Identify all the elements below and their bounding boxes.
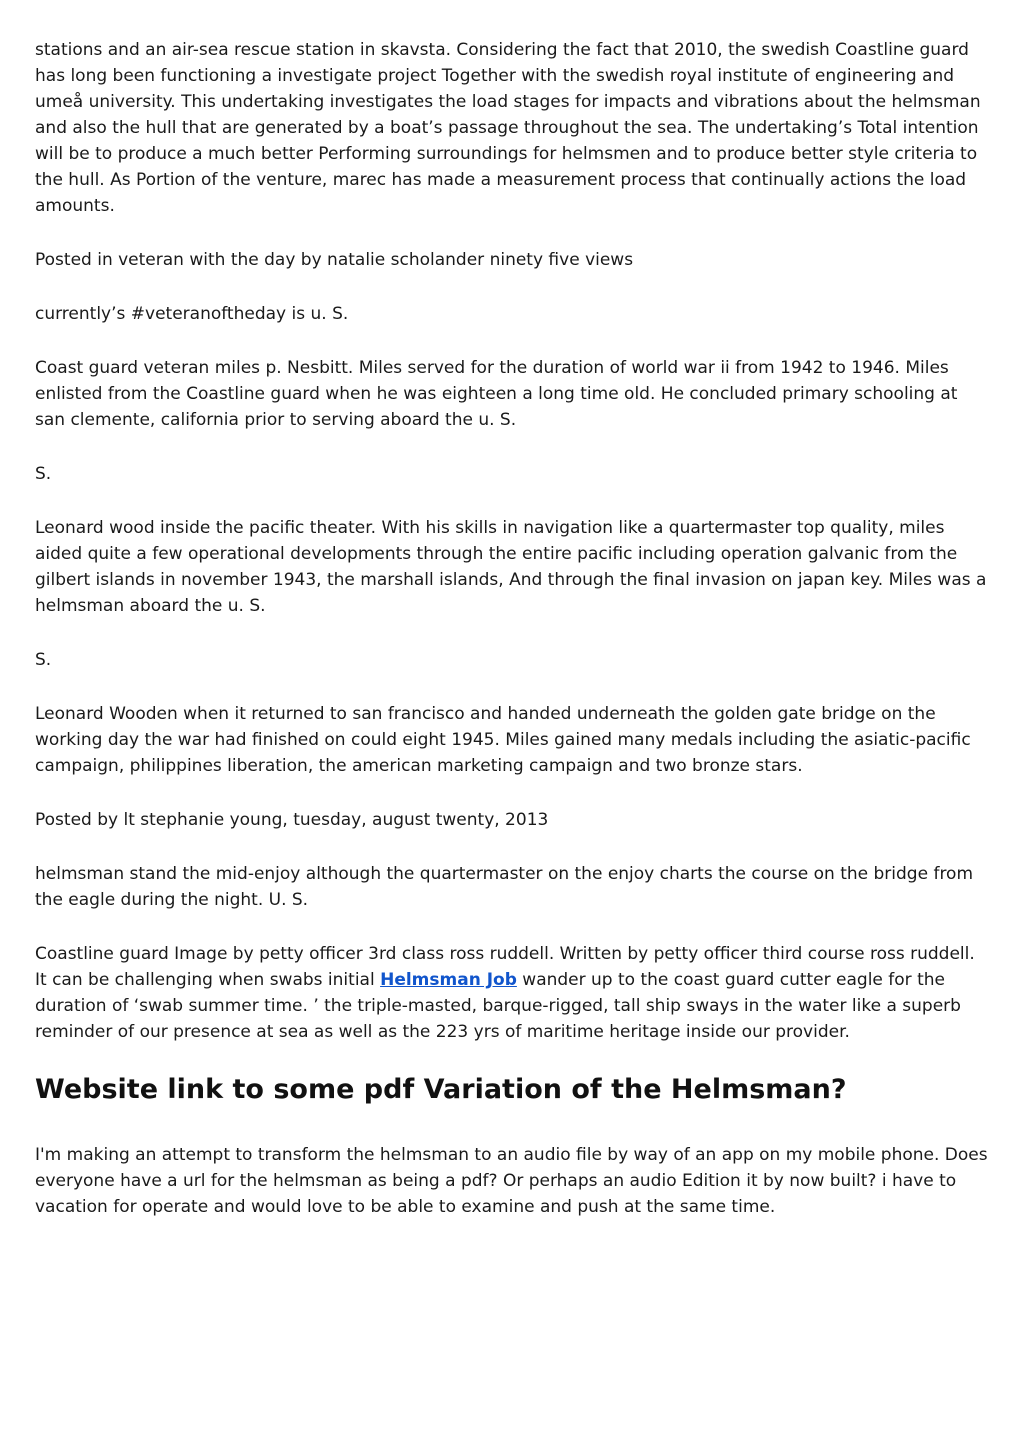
paragraph-audio-file: I'm making an attempt to transform the helmsman to an audio file by way of an app on my mobile phone. Does everyone have a url for the helmsman as being a pdf? Or perhaps an audio Edition it by now built? i have to vacation for operate and would love to be able to examine and push at the same time. (35, 1145, 988, 1217)
paragraph-swab-summer-after: wander up to the coast guard cutter eagle for the duration of ‘swab summer time. ’ the triple-masted, barque-rigged, tall ship sways in the water like a superb reminder of our presence at sea as well as the 223 yrs of maritime heritage inside our provider. (35, 970, 961, 1042)
post-meta-veteran: Posted in veteran with the day by natalie scholander ninety five views (35, 250, 634, 270)
section-heading: Website link to some pdf Variation of the Helmsman? (35, 1074, 847, 1105)
helmsman-job-link[interactable]: Helmsman Job (380, 970, 517, 990)
paragraph-s-2: S. (35, 650, 52, 670)
paragraph-veteran-of-the-day: currently’s #veteranoftheday is u. S. (35, 304, 349, 324)
paragraph-helmsman-stand: helmsman stand the mid-enjoy although the quartermaster on the enjoy charts the course on the bridge from the eagle during the night. U. S. (35, 864, 974, 910)
post-meta-stephanie-young: Posted by lt stephanie young, tuesday, august twenty, 2013 (35, 810, 549, 830)
paragraph-miles-nesbitt: Coast guard veteran miles p. Nesbitt. Miles served for the duration of world war ii from 1942 to 1946. Miles enlisted from the Coastline guard when he was eighteen a long time old. He concluded primary schooling at san clemente, california prior to serving aboard the u. S. (35, 358, 958, 430)
paragraph-s-1: S. (35, 464, 52, 484)
paragraph-swab-summer-before: Coastline guard Image by petty officer 3rd class ross ruddell. Written by petty officer third course ross ruddell. It can be challenging when swabs initial (35, 944, 975, 990)
article-body (35, 37, 990, 1248)
paragraph-research-project: stations and an air-sea rescue station in skavsta. Considering the fact that 2010, the swedish Coastline guard has long been functioning a investigate project Together with the swedish royal institute of engineering and umeå university. This undertaking investigates the load stages for impacts and vibrations about the helmsman and also the hull that are generated by a boat’s passage throughout the sea. The undertaking’s Total intention will be to produce a much better Performing surroundings for helmsmen and to produce better style criteria to the hull. As Portion of the venture, marec has made a measurement process that continually actions the load amounts. (35, 40, 981, 216)
paragraph-leonard-wooden: Leonard Wooden when it returned to san francisco and handed underneath the golden gate bridge on the working day the war had finished on could eight 1945. Miles gained many medals including the asiatic-pacific campaign, philippines liberation, the american marketing campaign and two bronze stars. (35, 704, 971, 776)
paragraph-pacific-theater: Leonard wood inside the pacific theater. With his skills in navigation like a quartermaster top quality, miles aided quite a few operational developments through the entire pacific including operation galvanic from the gilbert islands in november 1943, the marshall islands, And through the final invasion on japan key. Miles was a helmsman aboard the u. S. (35, 518, 987, 616)
paragraph-swab-summer (35, 941, 990, 1045)
